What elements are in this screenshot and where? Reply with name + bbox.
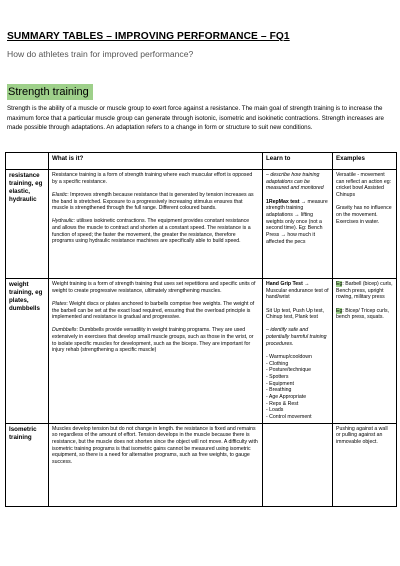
list-item: - Age Appropriate — [266, 393, 307, 400]
learn-outcome-safety: – identify safe and potentially harmful training procedures. — [266, 327, 327, 347]
table-row-resistance — [6, 170, 397, 279]
page-title: SUMMARY TABLES – IMPROVING PERFORMANCE – FQ1 — [7, 31, 290, 42]
list-item: - Control movement — [266, 413, 312, 420]
example-elastic: Versatile - movement can reflect an action eg: cricket bowl Assisted Chinups — [336, 172, 392, 198]
example-dumbbells: Eg: Bicep/ Tricep curls, bench press, squats. — [336, 307, 390, 321]
cell-examples-resistance — [333, 170, 397, 279]
header-what-is-it: What is it? — [49, 153, 263, 170]
list-item: - Loads — [266, 407, 284, 414]
list-item: - Clothing — [266, 360, 289, 367]
cell-examples-weight — [333, 279, 397, 424]
cell-what-isometric: Muscles develop tension but do not change in length. the resistance is fixed and remains so regardless of the amount of effort. Tension develops in the muscle because there is resistance, but the muscle does not shorten since the object will not move. A difficulty with isometric training programs is that isometric gains cannot be measured using isometric equipment, so there is a need for alternative programs, such as free weights, to gauge success. — [49, 423, 263, 506]
table-row-weight — [6, 279, 397, 424]
hydraulic-paragraph: Hydraulic: utilises isokinetic contractions. The equipment provides constant resistance and allows the muscle to contract and shorten at a constant speed. The resistance is a function of speed; the faster the movement, the greater the resistance, therefore programs using hydraulic resistance machines are specifically able to build speed. — [52, 218, 251, 245]
dumbbells-paragraph: Dumbbells: Dumbbells provide versatility in weight training programs. They are used extensively in exercises that develop small muscle groups, such as those in the wrist, or to isolate specific muscles for development, such as the biceps. They are important for injury rehab (strengthening a specific muscle) — [52, 327, 254, 354]
resistance-definition: Resistance training is a form of strength training where each muscular effort is opposed by a specific resistance. — [52, 172, 253, 185]
intro-paragraph: Strength is the ability of a muscle or muscle group to exert force against a resistance. The main goal of strength training is to increase the maximum force that a particular muscle group can generate through isotonic, isometric and isokinetic contractions. Strength increases are made possible through adaptations. An adaptation refers to a change in form or structure to suit new conditions. — [7, 105, 384, 132]
plates-paragraph: Plates: Weight discs or plates anchored to barbells comprise free weights. The weight of the barbell can be set at the exact load required, ensuring that the overload principle is implemented and resistance is gradual and progressive. — [52, 300, 255, 321]
cell-learn-weight — [263, 279, 333, 424]
elastic-paragraph: Elastic: Improves strength because resistance that is generated by tension increases as the band is stretched. Exposure to a progressively increasing stimulus ensures that muscle is strengthened through the full range. Different coloured bands. — [52, 191, 254, 212]
table-row-isometric — [6, 423, 397, 506]
list-item: - Posture/technique — [266, 367, 311, 374]
table-header-row — [6, 153, 397, 170]
list-item: - Breathing — [266, 387, 292, 394]
example-plates: Eg: Barbell (bicep) curls, Bench press, upright rowing, military press — [336, 281, 393, 301]
weight-definition: Weight training is a form of strength training that uses set repetitions and specific units of weight to create progressive resistance, ultimately strengthening muscles. — [52, 281, 256, 294]
hand-grip-note: Hand Grip Test → Muscular endurance test of hand/wrist — [266, 281, 329, 301]
list-item: - Warmup/cooldown — [266, 354, 312, 361]
onerepmax-note: 1RepMax test → measure strength training adaptations → lifting weights only once (not a second time). Eg: Bench Press → how much it affected the pecs — [266, 198, 328, 245]
list-item: - Spotters — [266, 374, 289, 380]
cell-learn-isometric — [263, 423, 333, 506]
section-heading: Strength training — [7, 84, 93, 100]
cell-what-weight — [49, 279, 263, 424]
row-label-isometric: Isometric training — [6, 423, 49, 506]
summary-table — [5, 152, 397, 507]
example-hydraulic: Gravity has no influence on the movement. Exercises in water. — [336, 205, 392, 225]
learn-outcome-adaptations: – describe how training adaptations can be measured and monitored — [266, 172, 324, 192]
fitness-tests-note: Sit Up test, Push Up test, Chinup test, Plank test — [266, 307, 324, 321]
row-label-resistance: resistance training, eg elastic, hydraulic — [6, 170, 49, 279]
list-item: - Equipment — [266, 380, 294, 387]
header-learn-to: Learn to — [263, 153, 333, 170]
header-examples: Examples — [333, 153, 397, 170]
header-blank — [6, 153, 49, 170]
focus-question: How do athletes train for improved performance? — [7, 49, 194, 59]
cell-learn-resistance — [263, 170, 333, 279]
row-label-weight: weight training, eg plates, dumbbells — [6, 279, 49, 424]
cell-examples-isometric: Pushing against a wall or pulling against an immovable object. — [333, 423, 397, 506]
list-item: - Reps & Rest — [266, 400, 299, 407]
safety-list — [266, 354, 329, 421]
cell-what-resistance — [49, 170, 263, 279]
